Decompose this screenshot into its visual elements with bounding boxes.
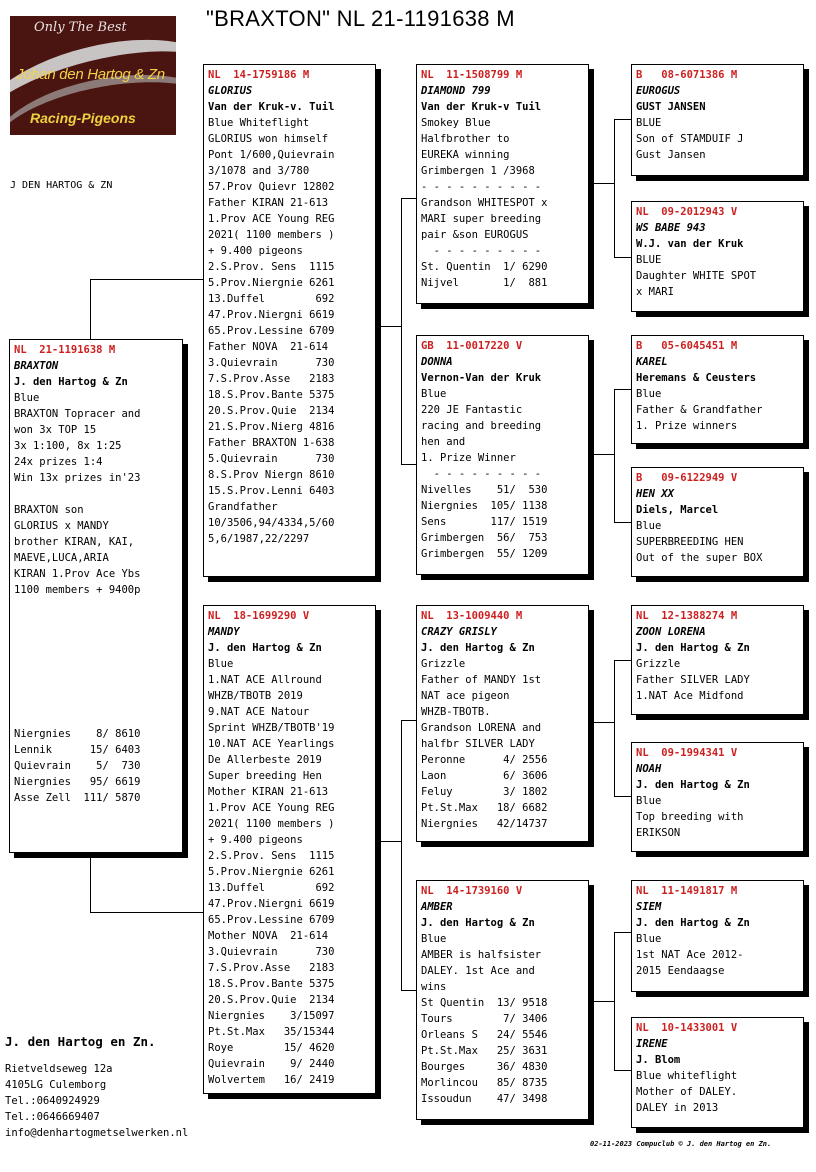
pedigree-line: 2015 Eendaagse xyxy=(636,965,725,977)
connector-mother-mm xyxy=(401,990,417,991)
pedigree-line: Roye 15/ 4620 xyxy=(208,1042,335,1054)
pigeon-card-mm xyxy=(416,880,589,1120)
pedigree-line: Niergnies 105/ 1138 xyxy=(421,500,548,512)
pigeon-card-mmf xyxy=(631,880,804,992)
pedigree-line: 9.NAT ACE Natour xyxy=(208,706,310,718)
pedigree-line: Pt.St.Max 35/15344 xyxy=(208,1026,335,1038)
connector-mother-parents-v xyxy=(401,720,402,990)
pedigree-line xyxy=(14,662,182,678)
pedigree-line: 1.Prov ACE Young REG xyxy=(208,802,335,814)
pedigree-line: MAEVE,LUCA,ARIA xyxy=(14,552,109,564)
pedigree-line: 20.S.Prov.Quie 2134 xyxy=(208,994,335,1006)
pigeon-card-fmf xyxy=(631,335,804,444)
pedigree-line: St. Quentin 1/ 6290 xyxy=(421,261,548,273)
pedigree-line: Father KIRAN 21-613 xyxy=(208,197,329,209)
pedigree-line: Sens 117/ 1519 xyxy=(421,516,548,528)
pigeon-card-ffm xyxy=(631,201,804,312)
connector-subject-father-v xyxy=(90,279,91,339)
breeder-name: J. den Hartog & Zn xyxy=(636,917,750,929)
pedigree-line: Blue xyxy=(421,933,447,945)
ring-number: NL 11-1508799 M xyxy=(421,69,523,81)
pedigree-line: Tours 7/ 3406 xyxy=(421,1013,548,1025)
contact-name: J. den Hartog en Zn. xyxy=(5,1034,156,1049)
pedigree-line: 7.S.Prov.Asse 2183 xyxy=(208,962,335,974)
pedigree-line: 1.NAT Ace Midfond xyxy=(636,690,744,702)
pigeon-name: DONNA xyxy=(421,356,453,368)
connector-ff-stub xyxy=(594,183,614,184)
breeder-name: Diels, Marcel xyxy=(636,504,719,516)
pedigree-line: Blue xyxy=(636,520,662,532)
pigeon-name: SIEM xyxy=(636,901,662,913)
pedigree-line: NAT ace pigeon xyxy=(421,690,510,702)
logo-name: Johan den Hartog & Zn xyxy=(16,66,165,83)
pigeon-name: NOAH xyxy=(636,763,662,775)
pedigree-line: Nivelles 51/ 530 xyxy=(421,484,548,496)
pedigree-line: 2.S.Prov. Sens 1115 xyxy=(208,850,335,862)
pedigree-line: Win 13x prizes in'23 xyxy=(14,472,141,484)
breeder-name: Heremans & Ceusters xyxy=(636,372,757,384)
pigeon-card-mff xyxy=(631,605,804,715)
pedigree-line: pair &son EUROGUS xyxy=(421,229,529,241)
connector-father-fm xyxy=(401,464,417,465)
pigeon-card-subject xyxy=(9,339,183,853)
pedigree-line: KIRAN 1.Prov Ace Ybs xyxy=(14,568,141,580)
pedigree-line: hen and xyxy=(421,436,466,448)
connector-subject-mother-h xyxy=(90,912,204,913)
pedigree-line: Father SILVER LADY xyxy=(636,674,750,686)
ring-number: NL 21-1191638 M xyxy=(14,344,116,356)
pedigree-line: Father & Grandfather xyxy=(636,404,763,416)
page-title: "BRAXTON" NL 21-1191638 M xyxy=(206,6,515,31)
pedigree-line: Pont 1/600,Quievrain xyxy=(208,149,335,161)
pedigree-line: 57.Prov Quievr 12802 xyxy=(208,181,335,193)
pedigree-line: Blue xyxy=(636,933,662,945)
pigeon-name: IRENE xyxy=(636,1038,668,1050)
pigeon-card-fm xyxy=(416,335,589,575)
pedigree-line: Mother NOVA 21-614 xyxy=(208,930,329,942)
connector-mm-stub xyxy=(594,1001,614,1002)
pedigree-line: Niergnies 95/ 6619 xyxy=(14,776,141,788)
pedigree-line: - - - - - - - - - xyxy=(421,468,542,480)
pedigree-line: Mother KIRAN 21-613 xyxy=(208,786,329,798)
pigeon-card-mfm xyxy=(631,742,804,852)
pedigree-line: Niergnies 8/ 8610 xyxy=(14,728,141,740)
pedigree-line: 10.NAT ACE Yearlings xyxy=(208,738,335,750)
connector-mm-mmf xyxy=(614,932,632,933)
pedigree-line xyxy=(14,646,182,662)
breeder-name: W.J. van der Kruk xyxy=(636,238,744,250)
pedigree-line: 1. Prize winners xyxy=(636,420,738,432)
pedigree-line: Blue xyxy=(636,795,662,807)
pedigree-line: Blue Whiteflight xyxy=(208,117,310,129)
pedigree-line: Daughter WHITE SPOT xyxy=(636,270,757,282)
ring-number: B 05-6045451 M xyxy=(636,340,738,352)
pedigree-line xyxy=(14,710,182,726)
pedigree-line: 8.S.Prov Niergn 8610 xyxy=(208,469,335,481)
ring-number: NL 09-1994341 V xyxy=(636,747,738,759)
pedigree-line: Niergnies 42/14737 xyxy=(421,818,548,830)
ring-number: GB 11-0017220 V xyxy=(421,340,523,352)
breeder-name: GUST JANSEN xyxy=(636,101,706,113)
pedigree-line: Wolvertem 16/ 2419 xyxy=(208,1074,335,1086)
breeder-name: J. den Hartog & Zn xyxy=(636,642,750,654)
connector-father-parents-v xyxy=(401,198,402,464)
breeder-name: Van der Kruk-v. Tuil xyxy=(208,101,335,113)
contact-phone-1: Tel.:0640924929 xyxy=(5,1095,100,1107)
pedigree-line: GLORIUS x MANDY xyxy=(14,520,109,532)
breeder-name: J. den Hartog & Zn xyxy=(14,376,128,388)
pedigree-line xyxy=(14,630,182,646)
pedigree-line: Blue xyxy=(14,392,40,404)
pedigree-line: 7.S.Prov.Asse 2183 xyxy=(208,373,335,385)
connector-father-parents-stub xyxy=(381,326,401,327)
pedigree-line: 24x prizes 1:4 xyxy=(14,456,103,468)
pedigree-line: 1100 members + 9400p xyxy=(14,584,141,596)
pedigree-line: Quievrain 5/ 730 xyxy=(14,760,141,772)
connector-mf-mff xyxy=(614,660,632,661)
pigeon-name: BRAXTON xyxy=(14,360,59,372)
pedigree-line: WHZB/TBOTB 2019 xyxy=(208,690,303,702)
pedigree-line: Orleans S 24/ 5546 xyxy=(421,1029,548,1041)
pedigree-line: + 9.400 pigeons xyxy=(208,245,303,257)
pedigree-line: Pt.St.Max 25/ 3631 xyxy=(421,1045,548,1057)
ring-number: NL 18-1699290 V xyxy=(208,610,310,622)
pedigree-line: WHZB-TBOTB. xyxy=(421,706,491,718)
pedigree-line: Quievrain 9/ 2440 xyxy=(208,1058,335,1070)
connector-mf-mfm xyxy=(614,796,632,797)
pedigree-line: Peronne 4/ 2556 xyxy=(421,754,548,766)
pedigree-line: Grandson WHITESPOT x xyxy=(421,197,548,209)
connector-ff-v xyxy=(614,119,615,257)
breeder-name: J. den Hartog & Zn xyxy=(636,779,750,791)
pigeon-name: KAREL xyxy=(636,356,668,368)
pedigree-line: Gust Jansen xyxy=(636,149,706,161)
connector-fm-stub xyxy=(594,454,614,455)
pedigree-line: St Quentin 13/ 9518 xyxy=(421,997,548,1009)
pedigree-line: Blue xyxy=(636,388,662,400)
pigeon-name: HEN XX xyxy=(636,488,674,500)
logo-tagline: Racing-Pigeons xyxy=(30,110,136,126)
pedigree-line: 10/3506,94/4334,5/60 xyxy=(208,517,335,529)
contact-block xyxy=(5,1034,188,1141)
pedigree-line: won 3x TOP 15 xyxy=(14,424,97,436)
pedigree-line: 20.S.Prov.Quie 2134 xyxy=(208,405,335,417)
pedigree-line: 65.Prov.Lessine 6709 xyxy=(208,914,335,926)
pedigree-line: Morlincou 85/ 8735 xyxy=(421,1077,548,1089)
ring-number: NL 09-2012943 V xyxy=(636,206,738,218)
pedigree-line: 65.Prov.Lessine 6709 xyxy=(208,325,335,337)
ring-number: NL 12-1388274 M xyxy=(636,610,738,622)
ring-number: NL 13-1009440 M xyxy=(421,610,523,622)
connector-mm-v xyxy=(614,932,615,1070)
pedigree-line: 5.Quievrain 730 xyxy=(208,453,335,465)
pedigree-line: Grizzle xyxy=(421,658,466,670)
pedigree-line: 2.S.Prov. Sens 1115 xyxy=(208,261,335,273)
connector-ff-ffm xyxy=(614,257,632,258)
pedigree-line: 18.S.Prov.Bante 5375 xyxy=(208,389,335,401)
breeder-name: J. den Hartog & Zn xyxy=(208,642,322,654)
connector-father-ff xyxy=(401,198,417,199)
ring-number: NL 14-1759186 M xyxy=(208,69,310,81)
pedigree-line: Sprint WHZB/TBOTB'19 xyxy=(208,722,335,734)
pedigree-line: Mother of DALEY. xyxy=(636,1086,738,1098)
pedigree-line: Father NOVA 21-614 xyxy=(208,341,329,353)
contact-phone-2: Tel.:0646669407 xyxy=(5,1111,100,1123)
pedigree-line: Grandson LORENA and xyxy=(421,722,542,734)
pedigree-line: ERIKSON xyxy=(636,827,681,839)
pedigree-line: 3/1078 and 3/780 xyxy=(208,165,310,177)
pedigree-line: Blue xyxy=(208,658,234,670)
pedigree-line xyxy=(14,678,182,694)
connector-ff-fff xyxy=(614,119,632,120)
connector-mother-parents-stub xyxy=(381,841,401,842)
pedigree-line: Grizzle xyxy=(636,658,681,670)
breeder-name: J. den Hartog & Zn xyxy=(421,642,535,654)
connector-fm-fmf xyxy=(614,389,632,390)
footer-credit: 02-11-2023 Compuclub © J. den Hartog en Zn. xyxy=(590,1140,772,1148)
connector-fm-v xyxy=(614,389,615,522)
pedigree-line: 2021( 1100 members ) xyxy=(208,818,335,830)
pedigree-line: Laon 6/ 3606 xyxy=(421,770,548,782)
pedigree-line: 3.Quievrain 730 xyxy=(208,946,335,958)
connector-mm-mmm xyxy=(614,1070,632,1071)
pigeon-name: DIAMOND 799 xyxy=(421,85,491,97)
pedigree-line xyxy=(14,486,182,502)
connector-subject-mother-v xyxy=(90,858,91,912)
pedigree-line: BLUE xyxy=(636,117,662,129)
pedigree-line: 13.Duffel 692 xyxy=(208,293,335,305)
pedigree-line: 1st NAT Ace 2012- xyxy=(636,949,744,961)
pedigree-line: Grimbergen 55/ 1209 xyxy=(421,548,548,560)
pedigree-line: Asse Zell 111/ 5870 xyxy=(14,792,141,804)
pedigree-line: 5.Prov.Niergnie 6261 xyxy=(208,866,335,878)
pedigree-line: 1. Prize Winner xyxy=(421,452,516,464)
breeder-name: Van der Kruk-v Tuil xyxy=(421,101,542,113)
connector-mf-v xyxy=(614,660,615,796)
pigeon-card-ff xyxy=(416,64,589,304)
pedigree-line: 47.Prov.Niergni 6619 xyxy=(208,898,335,910)
contact-city: 4105LG Culemborg xyxy=(5,1079,107,1091)
pedigree-line xyxy=(14,598,182,614)
connector-mf-stub xyxy=(594,722,614,723)
ring-number: NL 14-1739160 V xyxy=(421,885,523,897)
pedigree-line: Pt.St.Max 18/ 6682 xyxy=(421,802,548,814)
pedigree-line: GLORIUS won himself xyxy=(208,133,329,145)
contact-address: Rietveldseweg 12a xyxy=(5,1063,113,1075)
pedigree-line: 5,6/1987,22/2297 xyxy=(208,533,310,545)
pigeon-name: EUROGUS xyxy=(636,85,681,97)
pedigree-line: De Allerbeste 2019 xyxy=(208,754,322,766)
pedigree-line: DALEY. 1st Ace and xyxy=(421,965,535,977)
pedigree-line: EUREKA winning xyxy=(421,149,510,161)
pedigree-line: 13.Duffel 692 xyxy=(208,882,335,894)
pedigree-line: x MARI xyxy=(636,286,674,298)
pedigree-line: BRAXTON Topracer and xyxy=(14,408,141,420)
pedigree-line: 18.S.Prov.Bante 5375 xyxy=(208,978,335,990)
pedigree-line: DALEY in 2013 xyxy=(636,1102,719,1114)
connector-fm-fmm xyxy=(614,522,632,523)
pedigree-line: Lennik 15/ 6403 xyxy=(14,744,141,756)
pedigree-line: Father BRAXTON 1-638 xyxy=(208,437,335,449)
pedigree-line: 1.NAT ACE Allround xyxy=(208,674,322,686)
contact-email[interactable]: info@denhartogmetselwerken.nl xyxy=(5,1127,189,1139)
pigeon-name: CRAZY GRISLY xyxy=(421,626,497,638)
pedigree-line: Father of MANDY 1st xyxy=(421,674,542,686)
pedigree-line: racing and breeding xyxy=(421,420,542,432)
pedigree-line: 15.S.Prov.Lenni 6403 xyxy=(208,485,335,497)
pigeon-card-mmm xyxy=(631,1017,804,1128)
pedigree-line: brother KIRAN, KAI, xyxy=(14,536,135,548)
breeder-name: J. Blom xyxy=(636,1054,681,1066)
pigeon-card-mother xyxy=(203,605,376,1094)
pedigree-line: 220 JE Fantastic xyxy=(421,404,523,416)
pigeon-card-fmm xyxy=(631,467,804,577)
pedigree-line: MARI super breeding xyxy=(421,213,542,225)
pedigree-line: AMBER is halfsister xyxy=(421,949,542,961)
pedigree-line: Nijvel 1/ 881 xyxy=(421,277,548,289)
ring-number: NL 10-1433001 V xyxy=(636,1022,738,1034)
breeder-name: J. den Hartog & Zn xyxy=(421,917,535,929)
pedigree-line xyxy=(14,614,182,630)
pedigree-line: 1.Prov ACE Young REG xyxy=(208,213,335,225)
pedigree-line: - - - - - - - - - - xyxy=(421,181,542,193)
pedigree-line: Niergnies 3/15097 xyxy=(208,1010,335,1022)
pigeon-name: AMBER xyxy=(421,901,453,913)
pedigree-line: Issoudun 47/ 3498 xyxy=(421,1093,548,1105)
logo xyxy=(10,16,176,135)
pedigree-line: 47.Prov.Niergni 6619 xyxy=(208,309,335,321)
pedigree-line: Grandfather xyxy=(208,501,278,513)
pedigree-line: Feluy 3/ 1802 xyxy=(421,786,548,798)
pedigree-line: Blue whiteflight xyxy=(636,1070,738,1082)
ring-number: B 09-6122949 V xyxy=(636,472,738,484)
pedigree-line: Halfbrother to xyxy=(421,133,510,145)
pigeon-name: WS BABE 943 xyxy=(636,222,706,234)
pedigree-line: 2021( 1100 members ) xyxy=(208,229,335,241)
pigeon-name: ZOON LORENA xyxy=(636,626,706,638)
breeder-name: Vernon-Van der Kruk xyxy=(421,372,542,384)
pedigree-line: halfbr SILVER LADY xyxy=(421,738,535,750)
pedigree-line: 3x 1:100, 8x 1:25 xyxy=(14,440,122,452)
connector-mother-mf xyxy=(401,720,417,721)
pedigree-line: + 9.400 pigeons xyxy=(208,834,303,846)
pigeon-name: MANDY xyxy=(208,626,240,638)
pedigree-line: Grimbergen 1 /3968 xyxy=(421,165,535,177)
owner-name: J DEN HARTOG & ZN xyxy=(10,180,113,191)
logo-slogan: Only The Best xyxy=(34,20,127,35)
pedigree-line: 21.S.Prov.Nierg 4816 xyxy=(208,421,335,433)
pedigree-line: Blue xyxy=(421,388,447,400)
pigeon-card-mf xyxy=(416,605,589,842)
pedigree-line: Grimbergen 56/ 753 xyxy=(421,532,548,544)
pedigree-line: SUPERBREEDING HEN xyxy=(636,536,744,548)
pedigree-line: Out of the super BOX xyxy=(636,552,763,564)
pedigree-line: 3.Quievrain 730 xyxy=(208,357,335,369)
pedigree-line: BRAXTON son xyxy=(14,504,84,516)
pedigree-line: Bourges 36/ 4830 xyxy=(421,1061,548,1073)
ring-number: B 08-6071386 M xyxy=(636,69,738,81)
ring-number: NL 11-1491817 M xyxy=(636,885,738,897)
connector-subject-father-h xyxy=(90,279,204,280)
pedigree-line xyxy=(14,694,182,710)
pigeon-card-fff xyxy=(631,64,804,176)
pedigree-line: 5.Prov.Niergnie 6261 xyxy=(208,277,335,289)
pedigree-line: Son of STAMDUIF J xyxy=(636,133,744,145)
pedigree-line: Super breeding Hen xyxy=(208,770,322,782)
pedigree-line: Smokey Blue xyxy=(421,117,491,129)
pedigree-line: BLUE xyxy=(636,254,662,266)
pedigree-line: - - - - - - - - - xyxy=(421,245,542,257)
pedigree-line: Top breeding with xyxy=(636,811,744,823)
pigeon-name: GLORIUS xyxy=(208,85,253,97)
pedigree-line: wins xyxy=(421,981,447,993)
pigeon-card-father xyxy=(203,64,376,577)
